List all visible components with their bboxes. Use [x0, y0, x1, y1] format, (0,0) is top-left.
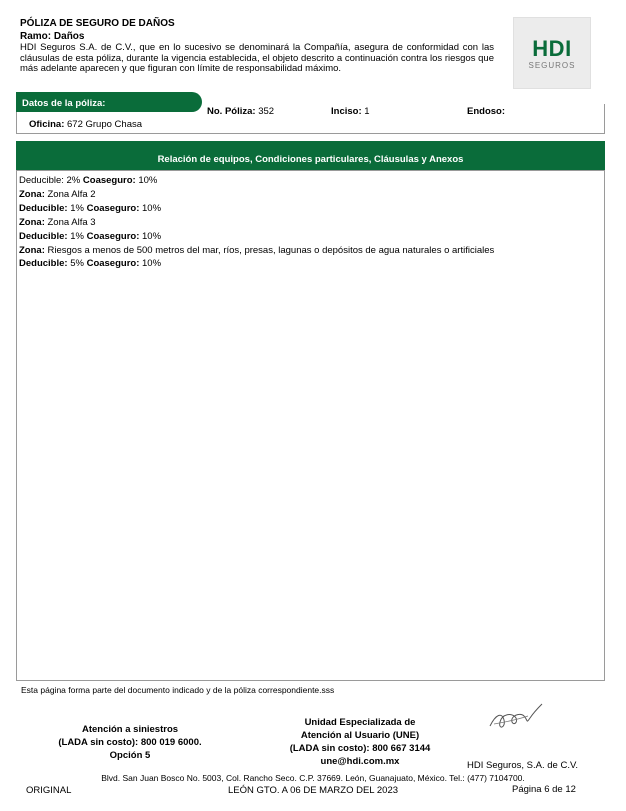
oficina-value: 672 Grupo Chasa [67, 119, 143, 130]
logo-sub: SEGUROS [528, 61, 576, 70]
clause-prefix: Deducible: 2% [19, 175, 83, 186]
page-number: Página 6 de 12 [512, 784, 576, 795]
clause-value: Riesgos a menos de 500 metros del mar, ríos, presas, lagunas o depósitos de agua naturales o artificiales [44, 245, 495, 256]
une-line: (LADA sin costo): 800 667 3144 [289, 743, 431, 754]
document-title: PÓLIZA DE SEGURO DE DAÑOS [20, 18, 175, 29]
clause-prefix: 1% [67, 203, 87, 214]
clause-line [19, 216, 572, 230]
une-line: Atención al Usuario (UNE) [300, 730, 420, 741]
ramo-value: Daños [53, 31, 85, 42]
place-date: LEÓN GTO. A 06 DE MARZO DEL 2023 [228, 785, 399, 796]
ramo-label: Ramo: [20, 31, 52, 42]
siniestros-contact [50, 723, 210, 762]
une-email: une@hdi.com.mx [320, 756, 400, 767]
clause-line [19, 257, 572, 271]
inciso-value: 1 [364, 106, 370, 117]
intro-paragraph: HDI Seguros S.A. de C.V., que en lo sucesivo se denominará la Compañía, asegura de conformidad con las cláusulas de esta póliza, durante la vigencia establecida, el objeto descrito a continuación contra los riesgos que más adelante aparecen y que figuran con límite de responsabilidad máximo. [20, 42, 494, 74]
clause-label: Zona: [19, 217, 45, 228]
company-name: HDI Seguros, S.A. de C.V. [467, 760, 579, 771]
clause-line [19, 188, 572, 202]
siniestros-line: Atención a siniestros [81, 724, 179, 735]
section-banner-title: Relación de equipos, Condiciones particulares, Cláusulas y Anexos [157, 154, 464, 165]
clause-label-2: Coaseguro: [82, 175, 136, 186]
hdi-logo [513, 17, 591, 89]
clause-label: Zona: [19, 245, 45, 256]
clause-label: Zona: [19, 189, 45, 200]
original-label: ORIGINAL [26, 785, 72, 796]
signature-mark [486, 700, 546, 736]
company-address: Blvd. San Juan Bosco No. 5003, Col. Rancho Seco. C.P. 37669. León, Guanajuato, México. Tel.: (477) 7104700. [101, 773, 525, 783]
clause-line [19, 174, 572, 188]
clause-value: Zona Alfa 2 [44, 189, 96, 200]
poliza-number-label: No. Póliza: [207, 106, 256, 117]
inciso-field [331, 106, 370, 117]
ramo-line [20, 31, 84, 42]
endoso-field [467, 106, 505, 117]
clause-value: Zona Alfa 3 [44, 217, 96, 228]
clause-label: Deducible: [19, 203, 68, 214]
clause-value: 10% [135, 175, 158, 186]
clause-prefix: 5% [67, 258, 87, 269]
clause-label: Deducible: [19, 231, 68, 242]
poliza-number-value: 352 [258, 106, 275, 117]
datos-poliza-label: Datos de la póliza: [22, 98, 106, 109]
section-banner [16, 141, 605, 171]
clause-value: 10% [139, 203, 162, 214]
logo-word: HDI [532, 36, 572, 61]
page-note: Esta página forma parte del documento indicado y de la póliza correspondiente.sss [21, 685, 335, 695]
oficina-field [29, 119, 142, 130]
clause-line [19, 202, 572, 216]
clause-prefix: 1% [67, 231, 87, 242]
clause-label-2: Coaseguro: [86, 231, 140, 242]
siniestros-line: Opción 5 [109, 750, 151, 761]
clause-value: 10% [139, 258, 162, 269]
clause-value: 10% [139, 231, 162, 242]
poliza-number-field [207, 106, 274, 117]
inciso-label: Inciso: [331, 106, 362, 117]
clauses-list [19, 174, 572, 271]
datos-poliza-tab [16, 92, 202, 112]
clause-label-2: Coaseguro: [86, 258, 140, 269]
oficina-label: Oficina: [29, 119, 65, 130]
une-contact [270, 716, 450, 768]
clause-label: Deducible: [19, 258, 68, 269]
siniestros-line: (LADA sin costo): 800 019 6000. [58, 737, 202, 748]
clause-label-2: Coaseguro: [86, 203, 140, 214]
endoso-label: Endoso: [467, 106, 505, 117]
une-line: Unidad Especializada de [304, 717, 416, 728]
clause-line [19, 244, 572, 257]
clause-line [19, 230, 572, 244]
